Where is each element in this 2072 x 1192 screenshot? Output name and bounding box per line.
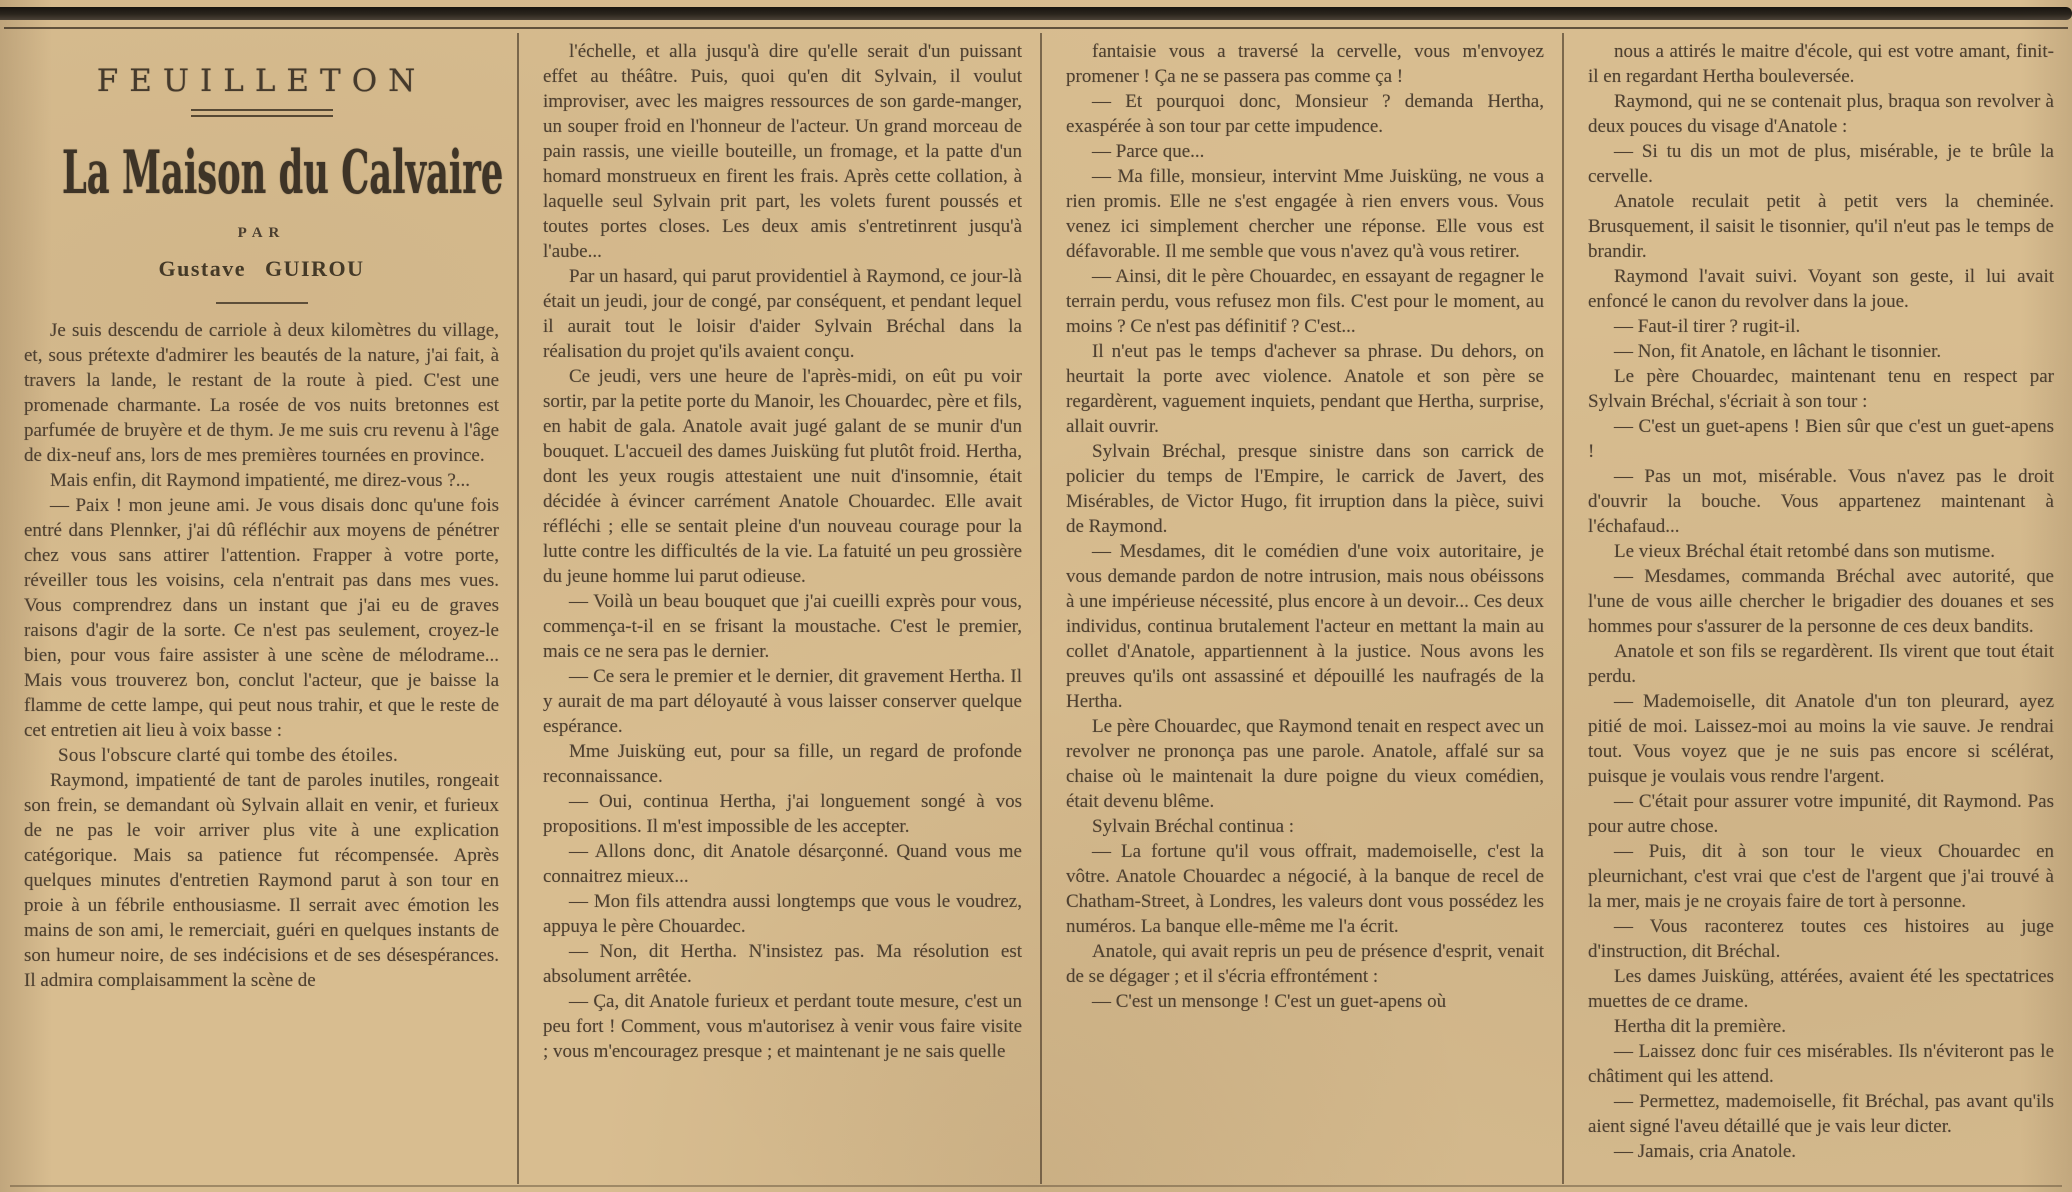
paragraph: Les dames Juisküng, attérées, avaient été les spectatrices muettes de ce drame. [1588,966,2054,1012]
paragraph: — La fortune qu'il vous offrait, mademoiselle, c'est la vôtre. Anatole Chouardec a négocié, à la banque de recel de Chatham-Street, à Londres, les valeurs dont vous possédez les numéros. La banque elle-même me l'a écrit. [1066,841,1544,937]
column-3 [1040,33,1562,1184]
paragraph: Anatole et son fils se regardèrent. Ils virent que tout était perdu. [1588,641,2054,687]
paragraph: Anatole reculait petit à petit vers la cheminée. Brusquement, il saisit le tisonnier, qu'il n'eut pas le temps de brandir. [1588,191,2054,262]
paragraph: — Jamais, cria Anatole. [1614,1141,1797,1162]
columns-container [0,33,2072,1184]
paragraph: — Et pourquoi donc, Monsieur ? demanda Hertha, exaspérée à son tour par cette impudence. [1066,91,1544,137]
paragraph: nous a attirés le maitre d'école, qui est votre amant, finit-il en regardant Hertha bouleversée. [1588,41,2054,87]
page-bottom-rule [10,1185,2062,1187]
paragraph: Sylvain Bréchal, presque sinistre dans son carrick de policier du temps de l'Empire, le carrick de Javert, des Misérables, de Victor Hugo, fit irruption dans la pièce, suivi de Raymond. [1066,441,1544,537]
paragraph: — Ce sera le premier et le dernier, dit gravement Hertha. Il y aurait de ma part déloyauté à vous laisser conserver quelque espérance. [543,666,1022,737]
paragraph: — Oui, continua Hertha, j'ai longuement songé à vos propositions. Il m'est impossible de les accepter. [543,791,1022,837]
paragraph: — Parce que... [1092,141,1205,162]
paragraph: Raymond l'avait suivi. Voyant son geste, il lui avait enfoncé le canon du revolver dans la joue. [1588,266,2054,312]
paragraph: Hertha dit la première. [1614,1016,1786,1037]
paragraph: — Allons donc, dit Anatole désarçonné. Quand vous me connaitrez mieux... [543,841,1022,887]
paragraph: — Vous raconterez toutes ces histoires au juge d'instruction, dit Bréchal. [1588,916,2054,962]
byline-prefix: PAR [237,225,286,242]
column-2 [517,33,1040,1184]
masthead-underline [4,27,2068,29]
paragraph: Mais enfin, dit Raymond impatienté, me direz-vous ?... [50,470,471,492]
paragraph: — Non, dit Hertha. N'insistez pas. Ma résolution est absolument arrêtée. [543,941,1022,987]
column-1-text [24,318,499,993]
paragraph: — Ainsi, dit le père Chouardec, en essayant de regagner le terrain perdu, vous refusez mon fils. C'est pour le moment, au moins ? Ce n'est pas définitif ? C'est... [1066,266,1544,337]
paragraph: Je suis descendu de carriole à deux kilomètres du village, et, sous prétexte d'admirer les beautés de la nature, j'ai fait, à travers la lande, le restant de la route à pied. C'est une promenade charmante. La rosée de vos nuits bretonnes est parfumée de bruyère et de thym. Je me suis cru revenu à l'âge de dix-neuf ans, lors de mes premières tournées en province. [24,320,499,467]
section-label: FEUILLETON [96,63,427,99]
paragraph: Ce jeudi, vers une heure de l'après-midi, on eût pu voir sortir, par la petite porte du Manoir, les Chouardec, père et fils, en habit de gala. Anatole avait jugé galant de se munir d'un bouquet. L'accueil des dames Juisküng fut plutôt froid. Hertha, dont les yeux rougis attestaient une nuit d'insomnie, était décidée à évincer carrément Anatole Chouardec. Elle avait réfléchi ; elle se sentait pleine d'un nouveau courage pour la lutte contre les difficultés de la vie. La fatuité un peu grossière du jeune homme lui parut odieuse. [543,366,1022,587]
paragraph: Par un hasard, qui parut providentiel à Raymond, ce jour-là était un jeudi, jour de congé, par conséquent, et pendant lequel il aurait tout le loisir d'aider Sylvain Bréchal dans la réalisation du projet qu'ils avaient conçu. [543,266,1022,362]
paragraph: Le vieux Bréchal était retombé dans son mutisme. [1614,541,1995,562]
paragraph: — Si tu dis un mot de plus, misérable, je te brûle la cervelle. [1588,141,2054,187]
paragraph: — Non, fit Anatole, en lâchant le tisonnier. [1614,341,1942,362]
paragraph: — Voilà un beau bouquet que j'ai cueilli exprès pour vous, commença-t-il en se frisant la moustache. C'est le premier, mais ce ne sera pas le dernier. [543,591,1022,662]
column-1 [0,33,517,1184]
section-rule [191,109,333,117]
paragraph: — C'était pour assurer votre impunité, dit Raymond. Pas pour autre chose. [1588,791,2054,837]
paragraph: — Ma fille, monsieur, intervint Mme Juisküng, ne vous a rien promis. Elle ne s'est engagée à rien envers vous. Vous venez ici simplement chercher une réponse. Elle vous est défavorable. Il me semble que vous n'avez qu'à vous retirer. [1066,166,1544,262]
feuilleton-header [24,63,504,304]
paragraph: Raymond, qui ne se contenait plus, braqua son revolver à deux pouces du visage d'Anatole : [1588,91,2054,137]
paragraph: — Mademoiselle, dit Anatole d'un ton pleurard, ayez pitié de moi. Laissez-moi au moins la vie sauve. Je rendrai tout. Vous voyez que je ne suis pas encore si scélérat, puisque je voulais vous rendre l'argent. [1588,691,2054,787]
masthead-rule [0,7,2072,20]
paragraph: — Mesdames, commanda Bréchal avec autorité, que l'une de vous aille chercher le brigadier des douanes et ses hommes pour s'assurer de la personne de ces deux bandits. [1588,566,2054,637]
paragraph: — C'est un mensonge ! C'est un guet-apens où [1092,991,1447,1012]
paragraph: — Paix ! mon jeune ami. Je vous disais donc qu'une fois entré dans Plennker, j'ai dû réfléchir aux moyens de pénétrer chez vous sans attirer l'attention. Frapper à votre porte, réveiller tous les voisins, cela n'entrait pas dans mes vues. Vous comprendrez dans un instant que j'ai eu de graves raisons d'agir de la sorte. Ce n'est pas seulement, croyez-le bien, pour vous faire assister à une scène de mélodrame... Mais vous trouverez bon, conclut l'acteur, que je baisse la flamme de cette lampe, qui peut nous trahir, et que le reste de cet entretien ait lieu à voix basse : [24,495,499,742]
paragraph: — Faut-il tirer ? rugit-il. [1614,316,1801,337]
paragraph: Le père Chouardec, maintenant tenu en respect par Sylvain Bréchal, s'écriait à son tour : [1588,366,2054,412]
author-name: Gustave GUIROU [158,256,365,282]
paragraph: — Mesdames, dit le comédien d'une voix autoritaire, je vous demande pardon de notre intrusion, mais nous obéissons à une impérieuse nécessité, plus encore à un devoir... Ces deux individus, continua brutalement l'acteur en mettant la main au collet d'Anatole, appartiennent à la justice. Nous avons les preuves qu'ils ont assassiné et dépouillé les naufragés de la Hertha. [1066,541,1544,712]
page-title: La Maison du Calvaire [62,137,504,208]
paragraph: — Laissez donc fuir ces misérables. Ils n'éviteront pas le châtiment qui les attend. [1588,1041,2054,1087]
paragraph: — Ça, dit Anatole furieux et perdant toute mesure, c'est un peu fort ! Comment, vous m'autorisez à venir vous faire visite ; vous m'encouragez presque ; et maintenant je ne sais quelle [543,991,1022,1062]
paragraph: — C'est un guet-apens ! Bien sûr que c'est un guet-apens ! [1588,416,2054,462]
paragraph: — Mon fils attendra aussi longtemps que vous le voudrez, appuya le père Chouardec. [543,891,1022,937]
paragraph: Raymond, impatienté de tant de paroles inutiles, rongeait son frein, se demandant où Sylvain allait en venir, et furieux de ne pas le voir arriver plus vite à une explication catégorique. Mais sa patience fut récompensée. Après quelques minutes d'entretien Raymond parut à son tour en proie à un fébrile enthousiasme. Il serrait avec émotion les mains de son ami, le remerciait, guéri en quelques instants de son humeur noire, de ses indécisions et de ses désespérances. Il admira complaisamment la scène de [24,770,499,992]
paragraph: Anatole, qui avait repris un peu de présence d'esprit, venait de se dégager ; et il s'écria effrontément : [1066,941,1544,987]
paragraph: — Pas un mot, misérable. Vous n'avez pas le droit d'ouvrir la bouche. Vous appartenez maintenant à l'échafaud... [1588,466,2054,537]
column-4 [1562,33,2072,1184]
paragraph: Sylvain Bréchal continua : [1092,816,1295,837]
title-rule [216,302,308,304]
paragraph: Mme Juisküng eut, pour sa fille, un regard de profonde reconnaissance. [543,741,1022,787]
paragraph: — Permettez, mademoiselle, fit Bréchal, pas avant qu'ils aient signé l'aveu détaillé que je vais leur dicter. [1588,1091,2054,1137]
paragraph: Il n'eut pas le temps d'achever sa phrase. Du dehors, on heurtait la porte avec violence. Anatole et son père se regardèrent, vaguement inquiets, pendant que Hertha, surprise, allait ouvrir. [1066,341,1544,437]
verse-line: Sous l'obscure clarté qui tombe des étoiles. [58,745,399,767]
paragraph: Le père Chouardec, que Raymond tenait en respect avec un revolver ne prononça pas une parole. Anatole, affalé sur sa chaise où le maintenait la dure poigne du vieux comédien, était devenu blême. [1066,716,1544,812]
paragraph: l'échelle, et alla jusqu'à dire qu'elle serait d'un puissant effet au théâtre. Puis, quoi qu'en dit Sylvain, il voulut improviser, avec les maigres ressources de son garde-manger, un souper froid en l'honneur de l'acteur. Un grand morceau de pain rassis, une vieille bouteille, un fromage, et la patte d'un homard monstrueux en firent les frais. Après cette collation, à laquelle seul Sylvain prit part, les volets furent poussés et toutes portes closes. Les deux amis s'entretinrent jusqu'à l'aube... [543,41,1022,262]
paragraph: fantaisie vous a traversé la cervelle, vous m'envoyez promener ! Ça ne se passera pas comme ça ! [1066,41,1544,87]
paragraph: — Puis, dit à son tour le vieux Chouardec en pleurnichant, c'est vrai que c'est de l'argent que j'ai trouvé à la mer, mais je ne croyais faire de tort à personne. [1588,841,2054,912]
